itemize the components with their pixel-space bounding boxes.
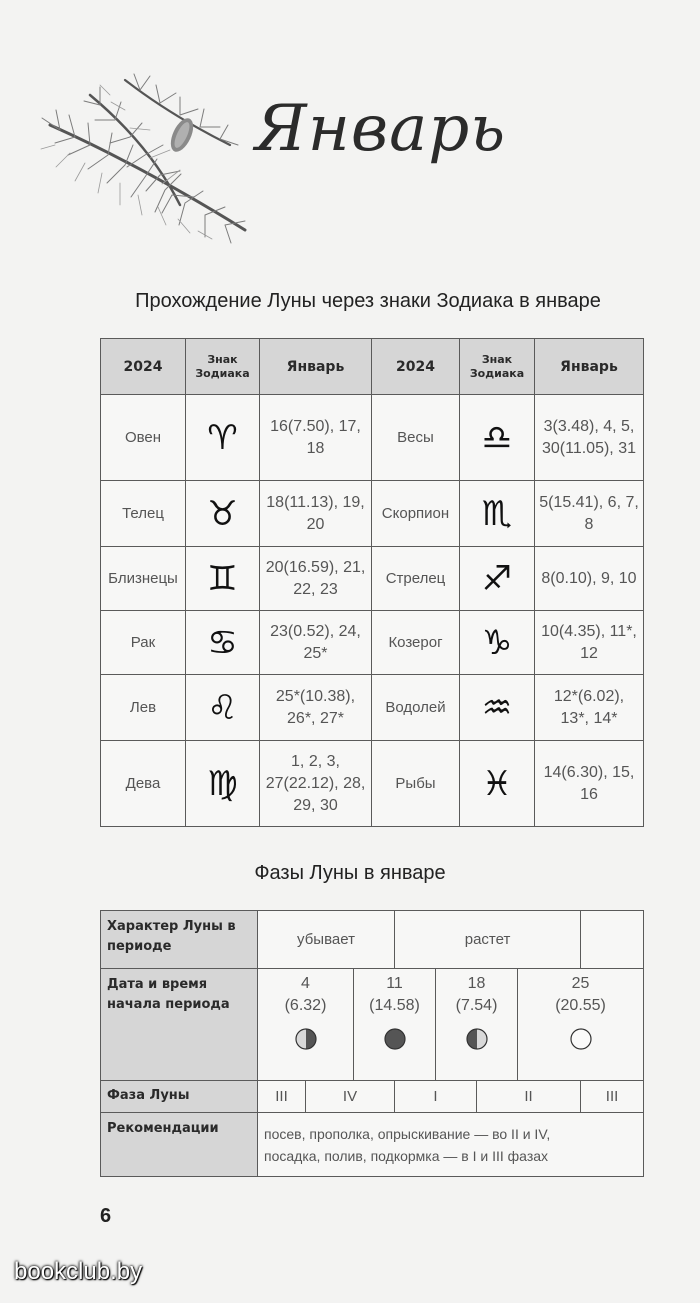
period-day: 18 (467, 975, 486, 992)
sign-dates: 5(15.41), 6, 7, 8 (535, 481, 644, 547)
phase-value: II (477, 1081, 581, 1113)
period-day: 25 (571, 975, 590, 992)
cancer-icon: ♋ (186, 611, 260, 675)
zodiac-header-row (101, 339, 644, 395)
phase-section-title: Фазы Луны в январе (254, 862, 446, 884)
table-row (101, 481, 644, 547)
month-title: Январь (255, 92, 507, 166)
sign-name: Стрелец (372, 547, 460, 611)
period-cell (518, 969, 644, 1081)
period-day: 4 (301, 975, 310, 992)
table-row (101, 395, 644, 481)
header-month-right: Январь (535, 339, 644, 395)
phase-value: IV (306, 1081, 395, 1113)
zodiac-section-title: Прохождение Луны через знаки Зодиака в январе (135, 290, 601, 312)
sign-name: Дева (101, 741, 186, 827)
pisces-icon: ♓ (460, 741, 535, 827)
sign-name: Водолей (372, 675, 460, 741)
sign-name: Телец (101, 481, 186, 547)
period-time: (6.32) (284, 997, 327, 1014)
sign-name: Близнецы (101, 547, 186, 611)
header-sign-right: Знак Зодиака (460, 339, 535, 395)
sign-dates: 16(7.50), 17, 18 (260, 395, 372, 481)
scorpio-icon: ♏ (460, 481, 535, 547)
capricorn-icon: ♑ (460, 611, 535, 675)
sign-dates: 1, 2, 3, 27(22.12), 28, 29, 30 (260, 741, 372, 827)
phase-row (101, 1081, 644, 1113)
period-cell (354, 969, 436, 1081)
header-year-right: 2024 (372, 339, 460, 395)
full-moon-icon (569, 1027, 593, 1051)
character-label: Характер Луны в периоде (101, 911, 258, 969)
sign-name: Рак (101, 611, 186, 675)
period-cell (436, 969, 518, 1081)
sign-name: Рыбы (372, 741, 460, 827)
sign-dates: 18(11.13), 19, 20 (260, 481, 372, 547)
new-moon-icon (383, 1027, 407, 1051)
header-month-left: Январь (260, 339, 372, 395)
sign-name: Лев (101, 675, 186, 741)
waxing-cell: растет (395, 911, 581, 969)
period-day: 11 (386, 975, 403, 992)
period-cell (258, 969, 354, 1081)
sign-dates: 3(3.48), 4, 5, 30(11.05), 31 (535, 395, 644, 481)
gemini-icon: ♊ (186, 547, 260, 611)
zodiac-table (100, 338, 644, 827)
period-time: (7.54) (455, 997, 498, 1014)
libra-icon: ♎ (460, 395, 535, 481)
sagittarius-icon: ♐ (460, 547, 535, 611)
sign-name: Скорпион (372, 481, 460, 547)
sign-dates: 23(0.52), 24, 25* (260, 611, 372, 675)
recommendations-label: Рекомендации (101, 1113, 258, 1177)
dates-label: Дата и время начала периода (101, 969, 258, 1081)
phase-value: III (581, 1081, 644, 1113)
moon-phase-table (100, 910, 644, 1177)
sign-name: Овен (101, 395, 186, 481)
sign-dates: 10(4.35), 11*, 12 (535, 611, 644, 675)
table-row (101, 675, 644, 741)
recommendation-line: посев, прополка, опрыскивание — во II и IV, (264, 1125, 551, 1142)
recommendation-line: посадка, полив, подкормка — в I и III фазах (264, 1147, 549, 1164)
header-year-left: 2024 (101, 339, 186, 395)
phase-label: Фаза Луны (101, 1081, 258, 1113)
period-time: (20.55) (555, 997, 606, 1014)
virgo-icon: ♍ (186, 741, 260, 827)
recommendations-text (258, 1113, 644, 1177)
period-time: (14.58) (369, 997, 420, 1014)
table-row (101, 547, 644, 611)
dates-row (101, 969, 644, 1081)
page-number: 6 (100, 1205, 112, 1227)
waning-cell: убывает (258, 911, 395, 969)
character-row (101, 911, 644, 969)
sign-dates: 8(0.10), 9, 10 (535, 547, 644, 611)
sign-name: Весы (372, 395, 460, 481)
table-row (101, 741, 644, 827)
first-quarter-moon-icon (465, 1027, 489, 1051)
header-sign-left: Знак Зодиака (186, 339, 260, 395)
leo-icon: ♌ (186, 675, 260, 741)
aquarius-icon: ♒ (460, 675, 535, 741)
sign-dates: 14(6.30), 15, 16 (535, 741, 644, 827)
aries-icon: ♈ (186, 395, 260, 481)
sign-dates: 12*(6.02), 13*, 14* (535, 675, 644, 741)
phase-value: I (395, 1081, 477, 1113)
taurus-icon: ♉ (186, 481, 260, 547)
watermark: bookclub.by (14, 1258, 143, 1285)
last-quarter-moon-icon (294, 1027, 318, 1051)
sign-dates: 20(16.59), 21, 22, 23 (260, 547, 372, 611)
sign-name: Козерог (372, 611, 460, 675)
sign-dates: 25*(10.38), 26*, 27* (260, 675, 372, 741)
table-row (101, 611, 644, 675)
phase-value: III (258, 1081, 306, 1113)
empty-cell (581, 911, 644, 969)
recommendations-row (101, 1113, 644, 1177)
fir-branch-illustration (30, 55, 260, 245)
